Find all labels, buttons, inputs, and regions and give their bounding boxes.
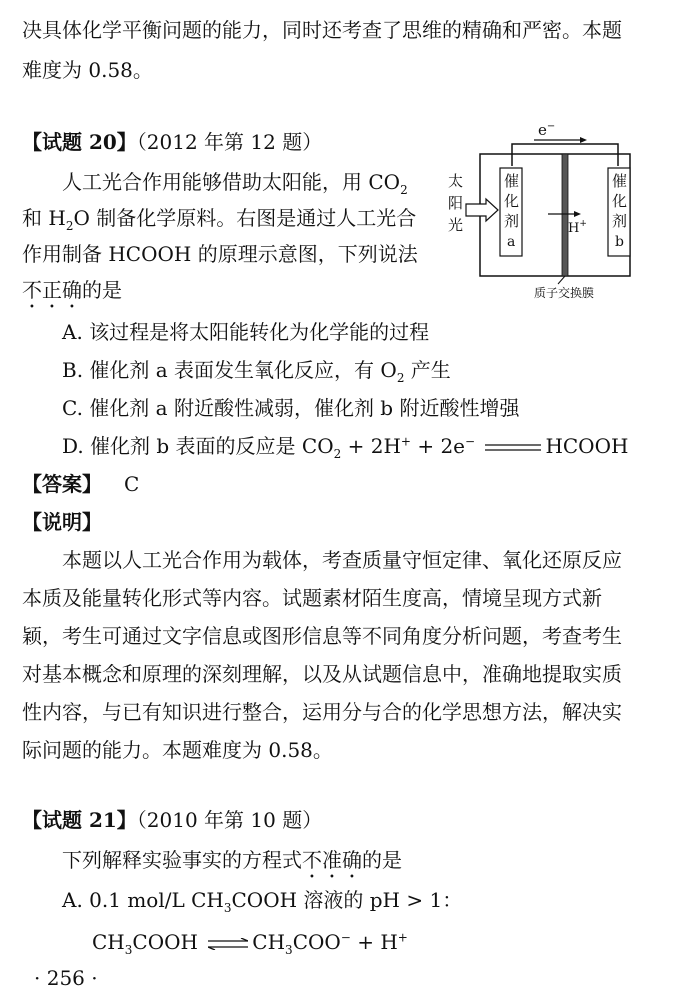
catalyst-a-label: 化: [504, 192, 520, 210]
question-21-header: [22, 806, 322, 834]
option-c: C. 催化剂 a 附近酸性减弱，催化剂 b 附近酸性增强: [62, 396, 520, 420]
question-stem-line: 作用制备 HCOOH 的原理示意图，下列说法: [22, 242, 418, 266]
explanation-line: 性内容，与已有知识进行整合，运用分与合的化学思想方法，解决实: [22, 700, 622, 724]
sunlight-label: 阳: [448, 194, 464, 212]
equilibrium-arrow: [208, 938, 248, 950]
explanation-label: 【说明】: [22, 510, 102, 534]
question-stem-line: 不正确的是: [22, 278, 122, 302]
question-label: 【试题 21】: [22, 808, 137, 832]
electron-label: e−: [538, 122, 556, 139]
catalyst-b-label: b: [615, 234, 624, 250]
explanation-line: 颖，考生可通过文字信息或图形信息等不同角度分析问题，考查考生: [22, 624, 622, 648]
question-label: 【试题 20】: [22, 130, 137, 154]
question-stem-line: 和 $H_2O$ 制备化学原料。右图是通过人工光合: [22, 206, 417, 233]
question-stem-line: 人工光合作用能够借助太阳能，用 $CO_2$: [62, 170, 408, 197]
option-a: A. 该过程是将太阳能转化为化学能的过程: [62, 320, 430, 344]
question-source: （2012 年第 12 题）: [136, 130, 323, 154]
paragraph-line: 难度为 0.58。: [22, 58, 153, 82]
option-b: B. 催化剂 a 表面发生氧化反应，有 $O_2$ 产生: [62, 358, 451, 385]
explanation-line: 本题以人工光合作用为载体，考查质量守恒定律、氧化还原反应: [62, 548, 622, 572]
membrane-label: 质子交换膜: [534, 286, 595, 300]
explanation-line: 对基本概念和原理的深刻理解，以及从试题信息中，准确地提取实质: [22, 662, 622, 686]
photosynthesis-diagram: [440, 122, 636, 300]
option-d: D. 催化剂 b 表面的反应是 $CO_2 + 2H^+ + 2e^-$ HCOOH: [62, 434, 629, 461]
sunlight-arrow: [466, 199, 498, 221]
catalyst-a-label: 催: [504, 172, 520, 190]
question-stem-line: 下列解释实验事实的方程式不准确的是: [62, 848, 402, 872]
catalyst-b-label: 化: [612, 192, 628, 210]
answer-line: [22, 470, 139, 498]
catalyst-a-label: 剂: [504, 212, 520, 230]
sunlight-label: 太: [448, 172, 464, 190]
sunlight-label: 光: [448, 216, 464, 234]
proton-exchange-membrane: [562, 154, 568, 276]
answer-value: C: [124, 472, 140, 496]
page-number: · 256 ·: [34, 966, 98, 990]
paragraph-line: 决具体化学平衡问题的能力，同时还考查了思维的精确和严密。本题: [22, 18, 622, 42]
catalyst-b-label: 催: [612, 172, 628, 190]
membrane-pointer: [558, 276, 565, 284]
equals-arrow: [485, 443, 541, 453]
question-20-header: [22, 128, 322, 156]
catalyst-a-label: a: [507, 234, 516, 250]
proton-label: H+: [568, 219, 587, 236]
explanation-line: 本质及能量转化形式等内容。试题素材陌生度高，情境呈现方式新: [22, 586, 602, 610]
explanation-line: 际问题的能力。本题难度为 0.58。: [22, 738, 333, 762]
emphasized-text: 不正确: [22, 278, 82, 302]
catalyst-b-label: 剂: [612, 212, 628, 230]
question-source: （2010 年第 10 题）: [136, 808, 323, 832]
equation: $CH_3COOH$ $CH_3COO^- + H^+$: [92, 930, 408, 957]
answer-label: 【答案】: [22, 472, 102, 496]
emphasized-text: 不准确: [302, 848, 362, 872]
option-a: A. 0.1 mol/L $CH_3COOH$ 溶液的 pH > 1：: [62, 888, 463, 915]
